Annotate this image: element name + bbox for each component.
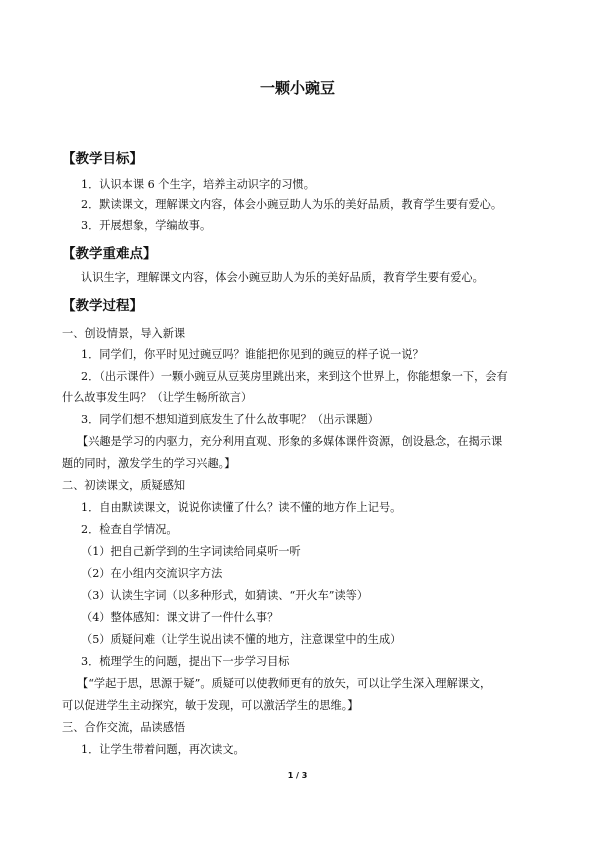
goal-item-2: 2．默读课文，理解课文内容，体会小豌豆助人为乐的美好品质，教育学生要有爱心。 <box>81 198 503 211</box>
section-heading-goals: 【教学目标】 <box>62 151 143 167</box>
goal-item-1: 1．认识本课 6 个生字，培养主动识字的习惯。 <box>81 178 315 191</box>
part1-item-2-line1: 2．（出示课件）一颗小豌豆从豆荚房里跳出来，来到这个世界上，你能想象一下，会有 <box>81 370 508 383</box>
part2-note-line2: 可以促进学生主动探究，敏于发现，可以激活学生的思维。】 <box>62 699 359 712</box>
part3-item-1: 1．让学生带着问题，再次读文。 <box>81 743 245 756</box>
document-title: 一颗小豌豆 <box>259 79 335 97</box>
key-points-text: 认识生字，理解课文内容，体会小豌豆助人为乐的美好品质，教育学生要有爱心。 <box>81 271 484 284</box>
part2-note-line1: 【“学起于思，思源于疑”。质疑可以使教师更有的放矢，可以让学生深入理解课文， <box>77 677 492 690</box>
part1-item-2-line2: 什么故事发生吗？（让学生畅所欲言） <box>62 391 253 404</box>
section-heading-key: 【教学重难点】 <box>62 246 157 262</box>
part2-item-2: 2．检查自学情况。 <box>81 523 178 536</box>
part2-sub-1: （1）把自己新学到的生字词读给同桌听一听 <box>81 545 301 558</box>
goal-item-3: 3．开展想象，学编故事。 <box>81 219 212 232</box>
part2-title: 二、初读课文，质疑感知 <box>62 479 186 492</box>
part1-note-line2: 题的同时，激发学生的学习兴趣。】 <box>62 457 236 470</box>
section-heading-process: 【教学过程】 <box>62 298 143 314</box>
part3-title: 三、合作交流，品读感悟 <box>62 721 186 734</box>
part2-item-3: 3．梳理学生的问题，提出下一步学习目标 <box>81 655 290 668</box>
part1-title: 一、创设情景，导入新课 <box>62 327 186 340</box>
part1-note-line1: 【兴趣是学习的内驱力，充分利用直观、形象的多媒体课件资源，创设悬念，在揭示课 <box>77 435 503 448</box>
part2-sub-5: （5）质疑问难（让学生说出读不懂的地方，注意课堂中的生成） <box>81 633 402 646</box>
part1-item-1: 1．同学们，你平时见过豌豆吗？谁能把你见到的豌豆的样子说一说？ <box>81 348 424 361</box>
part2-sub-4: （4）整体感知：课文讲了一件什么事？ <box>81 611 279 624</box>
part2-sub-3: （3）认读生字词（以多种形式，如猜读、“开火车”读等） <box>81 589 369 602</box>
part1-item-3: 3．同学们想不想知道到底发生了什么故事呢？（出示课题） <box>81 413 379 426</box>
part2-sub-2: （2）在小组内交流识字方法 <box>81 567 223 580</box>
part2-item-1: 1．自由默读课文，说说你读懂了什么？读不懂的地方作上记号。 <box>81 501 402 514</box>
page-number: 1 / 3 <box>287 771 308 780</box>
